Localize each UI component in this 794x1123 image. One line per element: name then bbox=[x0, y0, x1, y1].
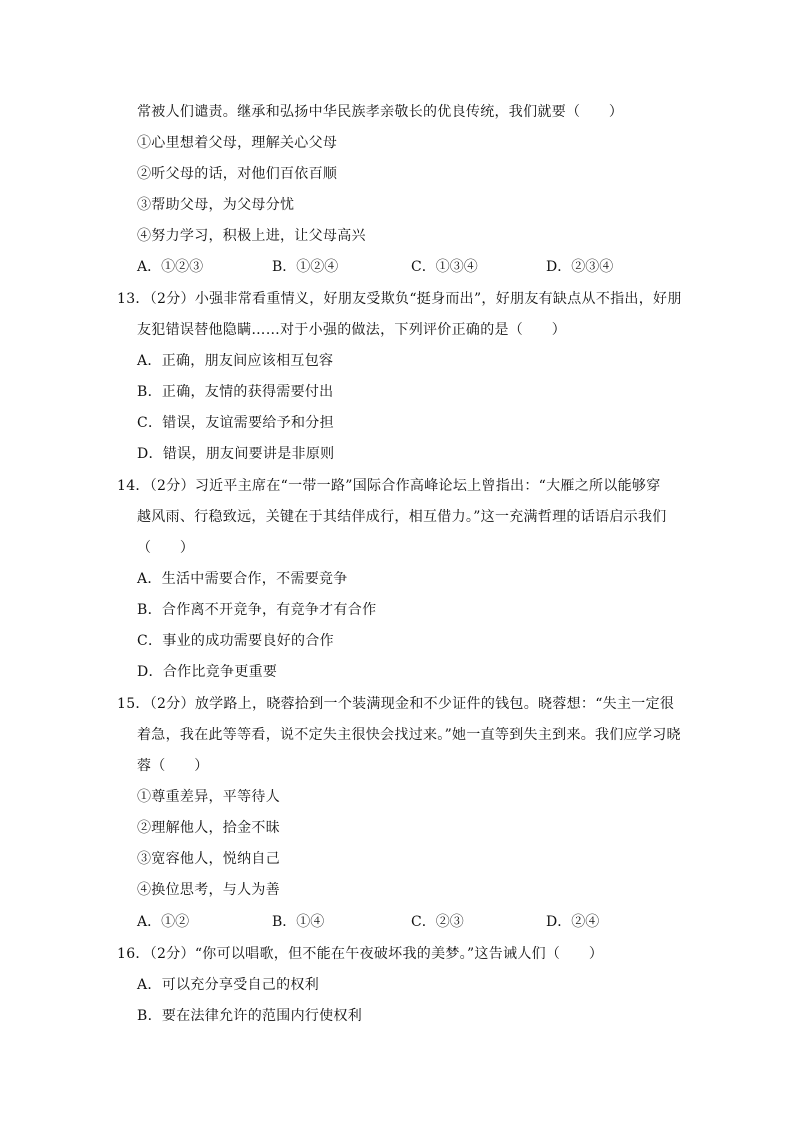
statement-item: ④换位思考，与人为善 bbox=[137, 882, 280, 898]
question-15-stem: 着急，我在此等等看，说不定失主很快会找过来。”她一直等到失主到来。我们应学习晓 bbox=[137, 727, 681, 743]
answer-option-b: B．①④ bbox=[272, 914, 325, 930]
answer-option-b: B．①②④ bbox=[272, 259, 339, 275]
answer-option-b: B．合作离不开竞争，有竞争才有合作 bbox=[137, 602, 377, 618]
question-15-stem: 蓉（ ） bbox=[137, 758, 209, 774]
statement-item: ③宽容他人，悦纳自己 bbox=[137, 851, 280, 867]
answer-option-c: C．②③ bbox=[411, 914, 464, 930]
answer-option-d: D．②③④ bbox=[546, 259, 614, 275]
answer-option-d: D．②④ bbox=[546, 914, 600, 930]
answer-option-a: A．生活中需要合作，不需要竞争 bbox=[137, 571, 348, 587]
answer-option-a: A．可以充分享受自己的权利 bbox=[137, 977, 320, 993]
question-16-stem: 16．（2分）“你可以唱歌，但不能在午夜破坏我的美梦。”这告诫人们（ ） bbox=[117, 946, 604, 962]
question-stem-continuation: 常被人们谴责。继承和弘扬中华民族孝亲敬长的优良传统，我们就要（ ） bbox=[137, 104, 624, 120]
answer-option-c: C．错误，友谊需要给予和分担 bbox=[137, 415, 334, 431]
question-15-stem: 15．（2分）放学路上，晓蓉拾到一个装满现金和不少证件的钱包。晓蓉想：“失主一定很 bbox=[117, 696, 675, 712]
answer-option-d: D．错误，朋友间要讲是非原则 bbox=[137, 446, 335, 462]
answer-option-a: A．①②③ bbox=[137, 259, 204, 275]
answer-option-b: B．正确，友情的获得需要付出 bbox=[137, 384, 334, 400]
answer-option-d: D．合作比竞争更重要 bbox=[137, 664, 278, 680]
answer-option-c: C．事业的成功需要良好的合作 bbox=[137, 633, 334, 649]
statement-item: ③帮助父母，为父母分忧 bbox=[137, 197, 295, 213]
question-14-stem: 14．（2分）习近平主席在“一带一路”国际合作高峰论坛上曾指出：“大雁之所以能够穿 bbox=[117, 478, 661, 494]
answer-option-b: B．要在法律允许的范围内行使权利 bbox=[137, 1008, 363, 1024]
answer-option-a: A．正确，朋友间应该相互包容 bbox=[137, 353, 334, 369]
answer-option-a: A．①② bbox=[137, 914, 190, 930]
question-13-stem: 13．（2分）小强非常看重情义，好朋友受欺负“挺身而出”，好朋友有缺点从不指出，好朋 bbox=[117, 291, 682, 307]
question-14-stem: 越风雨、行稳致远，关键在于其结伴成行，相互借力。”这一充满哲理的话语启示我们 bbox=[137, 509, 667, 525]
answer-option-c: C．①③④ bbox=[411, 259, 478, 275]
statement-item: ①尊重差异，平等待人 bbox=[137, 789, 280, 805]
statement-item: ①心里想着父母，理解关心父母 bbox=[137, 135, 338, 151]
question-14-stem: （ ） bbox=[137, 540, 195, 556]
statement-item: ②理解他人，拾金不昧 bbox=[137, 820, 280, 836]
question-13-stem: 友犯错误替他隐瞒……对于小强的做法，下列评价正确的是（ ） bbox=[137, 322, 566, 338]
statement-item: ④努力学习，积极上进，让父母高兴 bbox=[137, 228, 366, 244]
statement-item: ②听父母的话，对他们百依百顺 bbox=[137, 166, 338, 182]
